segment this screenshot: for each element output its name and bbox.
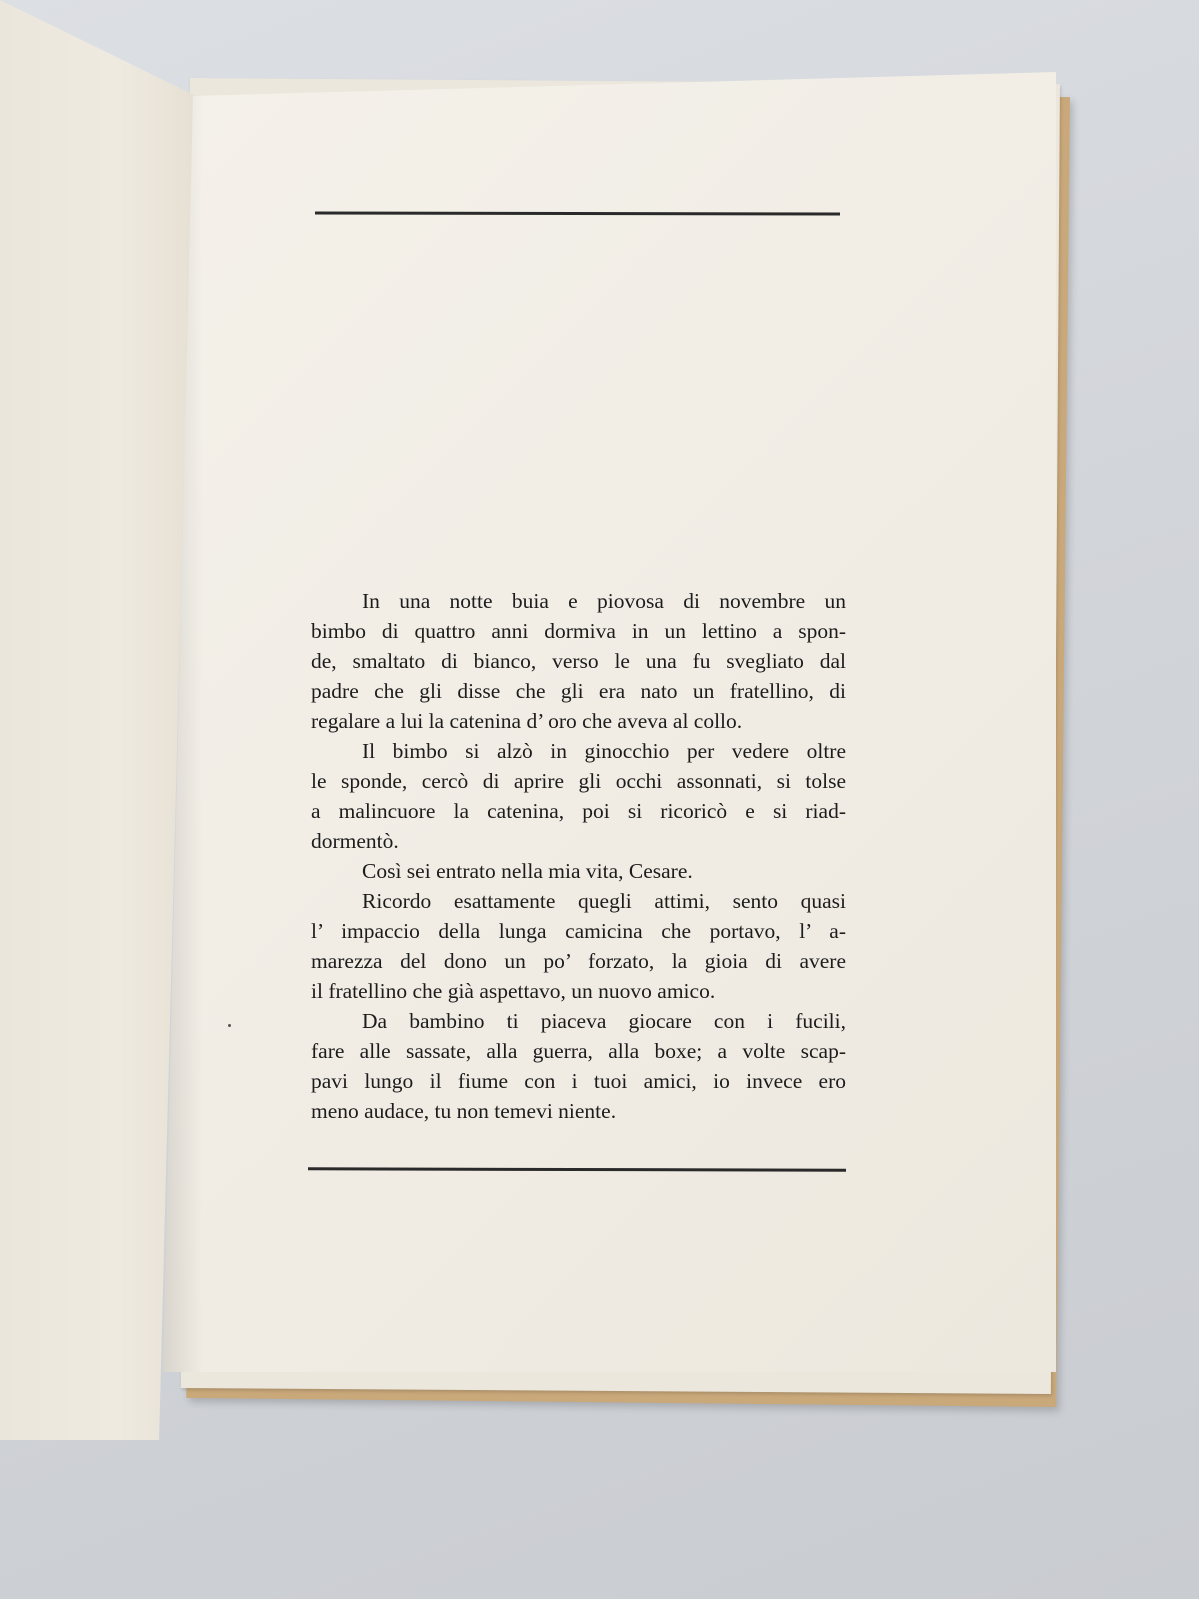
- left-page: [0, 0, 194, 1440]
- text-line: pavi lungo il fiume con i tuoi amici, io invece ero: [311, 1069, 846, 1093]
- text-line: il fratellino che già aspettavo, un nuovo amico.: [311, 979, 716, 1003]
- text-line: le sponde, cercò di aprire gli occhi assonnati, si tolse: [311, 769, 846, 793]
- text-line: Il bimbo si alzò in ginocchio per vedere oltre: [362, 739, 846, 763]
- text-line: bimbo di quattro anni dormiva in un lettino a spon-: [311, 619, 846, 643]
- text-line: Da bambino ti piaceva giocare con i fucili,: [362, 1009, 846, 1033]
- text-line: dormentò.: [311, 829, 399, 853]
- ink-spot: [228, 1024, 231, 1027]
- text-line: In una notte buia e piovosa di novembre un: [362, 589, 846, 613]
- text-line: marezza del dono un po’ forzato, la gioia di avere: [311, 949, 846, 973]
- text-line: l’ impaccio della lunga camicina che portavo, l’ a-: [311, 919, 846, 943]
- text-line: de, smaltato di bianco, verso le una fu svegliato dal: [311, 649, 846, 673]
- text-line: meno audace, tu non temevi niente.: [311, 1099, 617, 1123]
- text-line: Ricordo esattamente quegli attimi, sento quasi: [362, 889, 846, 913]
- text-line: Così sei entrato nella mia vita, Cesare.: [362, 859, 693, 883]
- text-line: a malincuore la catenina, poi si ricoricò e si riad-: [311, 799, 846, 823]
- text-line: padre che gli disse che gli era nato un fratellino, di: [311, 679, 846, 703]
- text-line: fare alle sassate, alla guerra, alla boxe; a volte scap-: [311, 1039, 846, 1063]
- page-text: [311, 586, 846, 1126]
- text-line: regalare a lui la catenina d’ oro che aveva al collo.: [311, 709, 743, 733]
